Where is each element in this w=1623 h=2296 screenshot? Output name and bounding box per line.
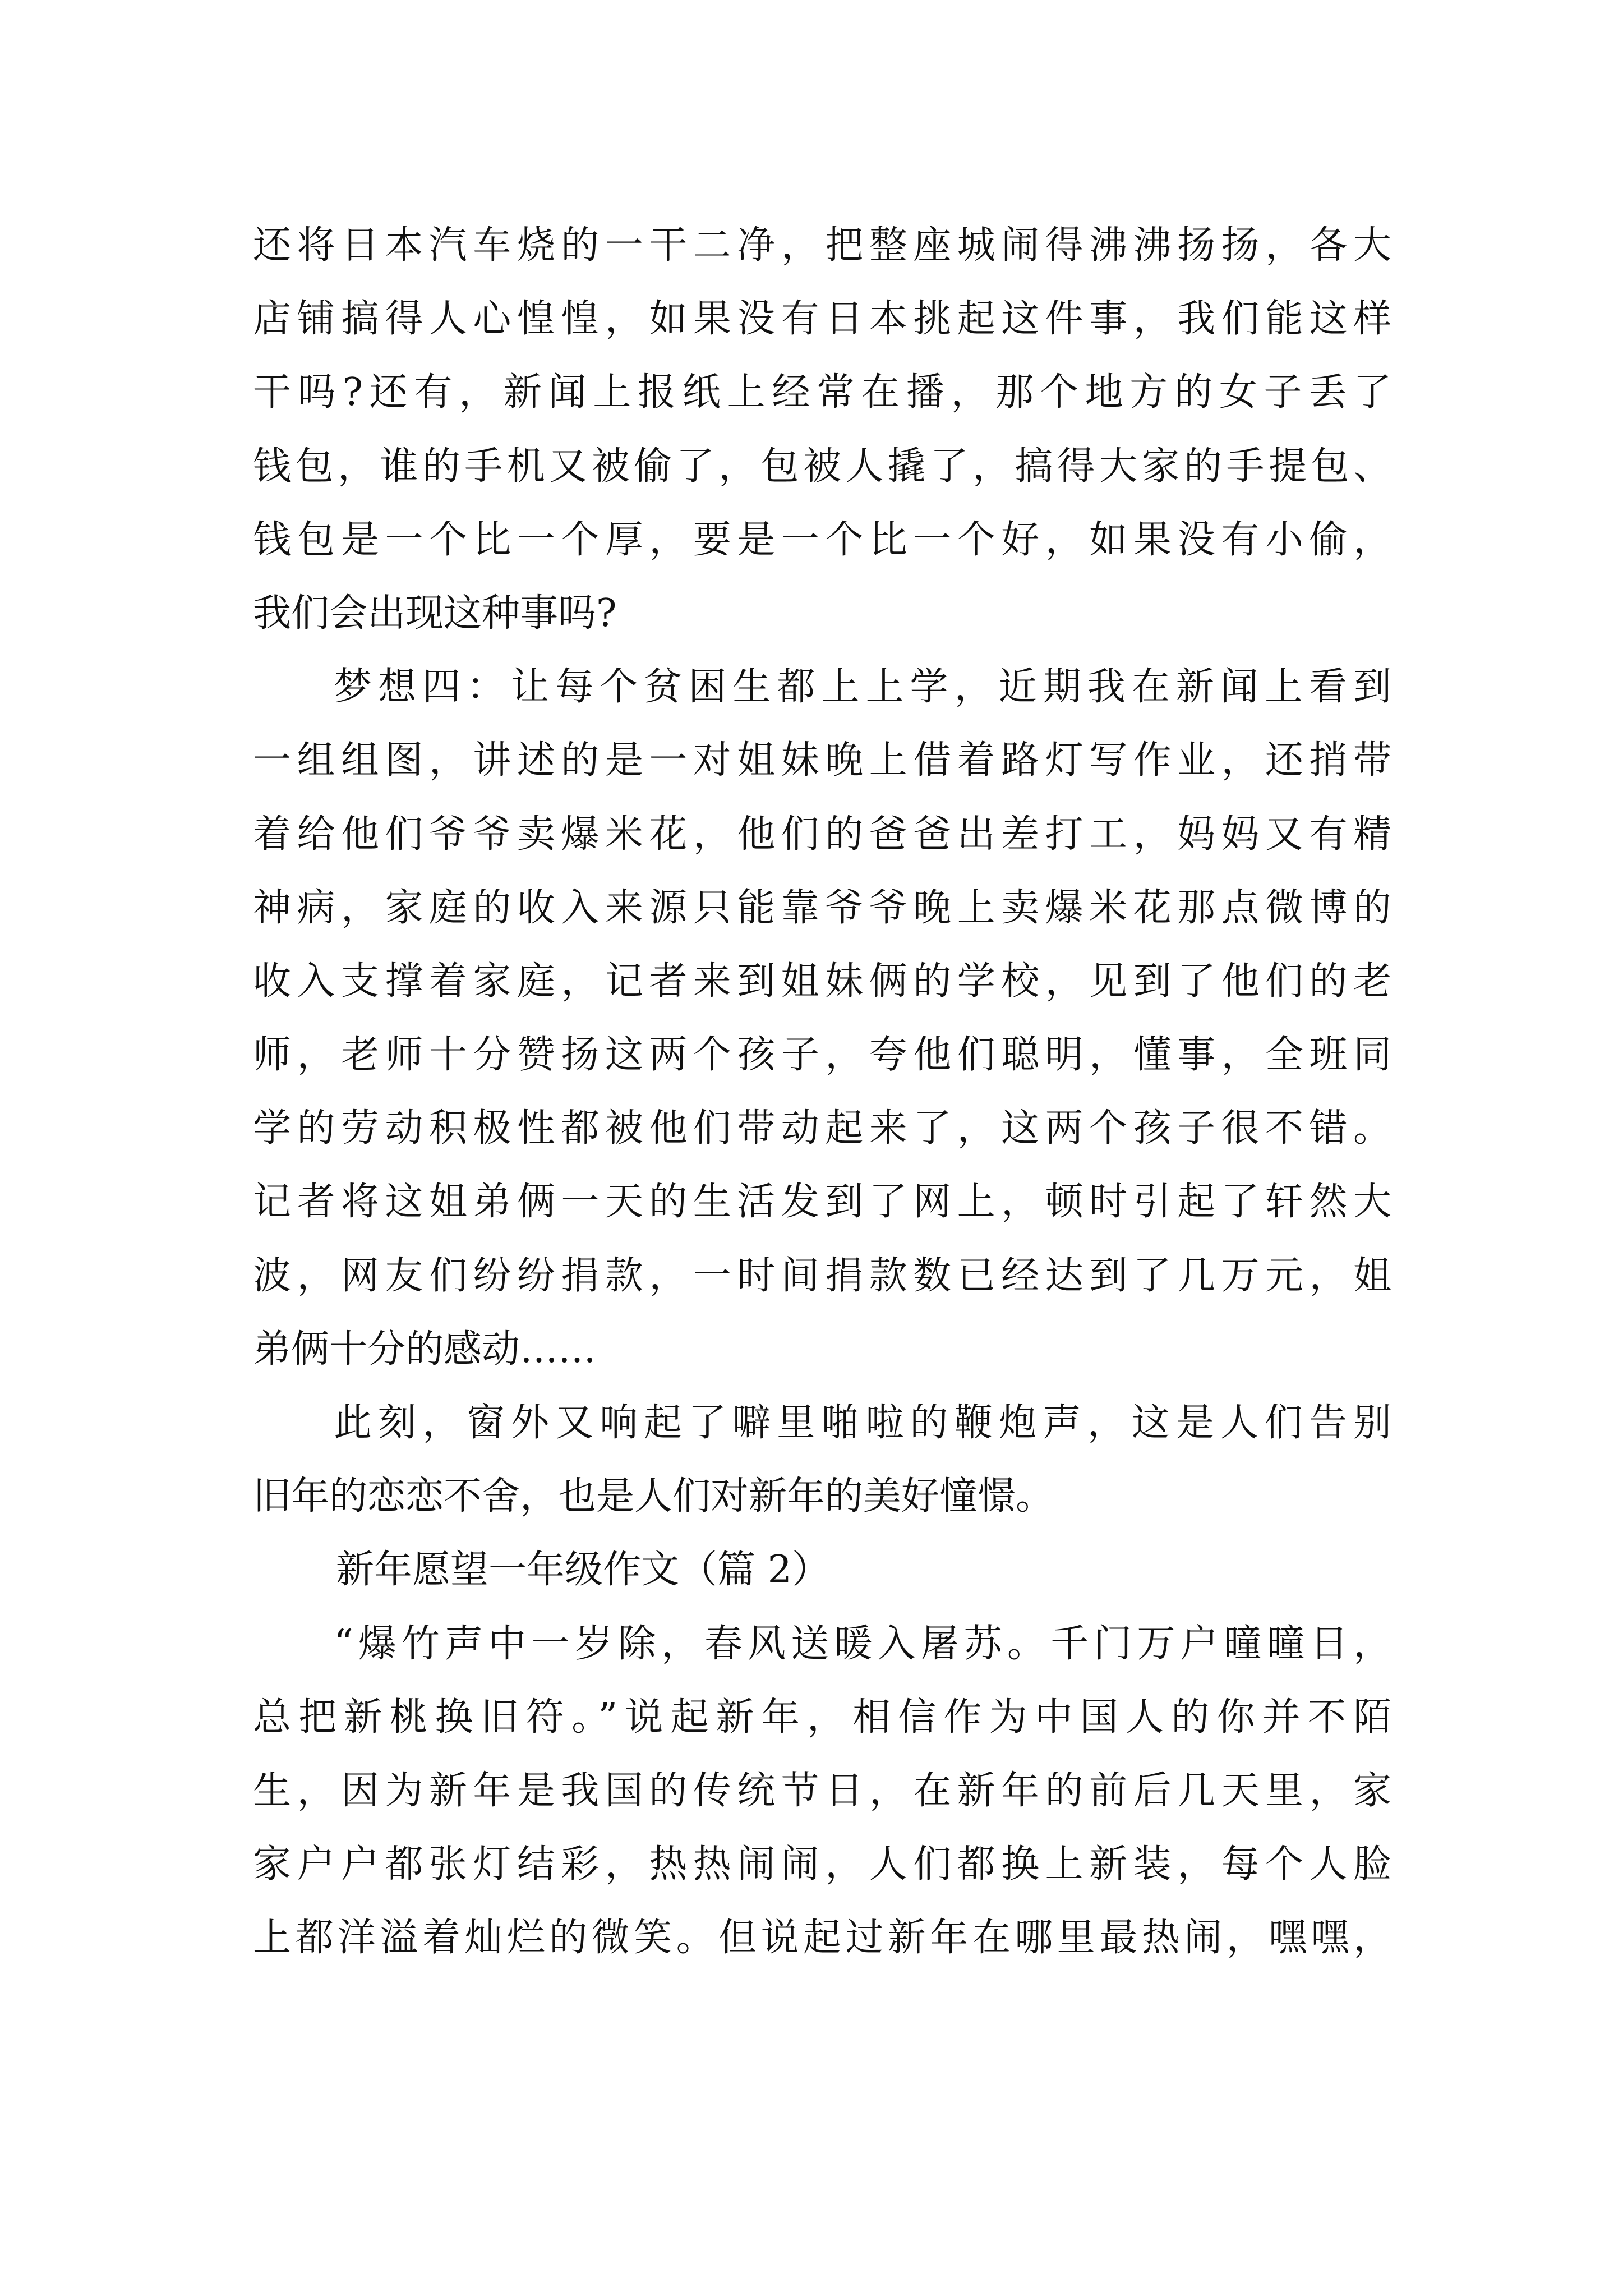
text-line: 着给他们爷爷卖爆米花，他们的爸爸出差打工，妈妈又有精 [253, 812, 1391, 857]
text-line: 家户户都张灯结彩，热热闹闹，人们都换上新装，每个人脸 [253, 1842, 1391, 1887]
text-line: 弟俩十分的感动…… [253, 1327, 597, 1372]
text-line: 记者将这姐弟俩一天的生活发到了网上，顿时引起了轩然大 [253, 1180, 1391, 1225]
text-line: 师，老师十分赞扬这两个孩子，夸他们聪明，懂事，全班同 [253, 1033, 1391, 1078]
text-line: 旧年的恋恋不舍，也是人们对新年的美好憧憬。 [253, 1474, 1054, 1519]
text-line: 店铺搞得人心惶惶，如果没有日本挑起这件事，我们能这样 [253, 297, 1391, 342]
text-line: 钱包是一个比一个厚，要是一个比一个好，如果没有小偷， [253, 517, 1391, 562]
text-line: 收入支撑着家庭，记者来到姐妹俩的学校，见到了他们的老 [253, 959, 1391, 1004]
text-line: 总把新桃换旧符。”说起新年，相信作为中国人的你并不陌 [253, 1695, 1391, 1740]
paragraph-start-line: 梦想四：让每个贫困生都上上学，近期我在新闻上看到 [334, 665, 1391, 710]
text-line: 上都洋溢着灿烂的微笑。但说起过新年在哪里最热闹，嘿嘿， [253, 1916, 1391, 1961]
text-line: 还将日本汽车烧的一干二净，把整座城闹得沸沸扬扬，各大 [253, 223, 1391, 268]
paragraph-start-line: 此刻，窗外又响起了噼里啪啦的鞭炮声，这是人们告别 [334, 1401, 1391, 1445]
text-line: 波，网友们纷纷捐款，一时间捐款数已经达到了几万元，姐 [253, 1253, 1391, 1298]
text-line: 一组组图，讲述的是一对姐妹晚上借着路灯写作业，还捎带 [253, 738, 1391, 783]
section-heading: 新年愿望一年级作文（篇 2） [336, 1548, 830, 1593]
text-line: 神病，家庭的收入来源只能靠爷爷晚上卖爆米花那点微博的 [253, 885, 1391, 930]
text-line: 钱包，谁的手机又被偷了，包被人撬了，搞得大家的手提包、 [253, 444, 1391, 489]
text-line: 我们会出现这种事吗? [253, 591, 617, 636]
text-line: 干吗?还有，新闻上报纸上经常在播，那个地方的女子丢了 [253, 370, 1391, 415]
paragraph-start-line: “爆竹声中一岁除，春风送暖入屠苏。千门万户曈曈日， [334, 1621, 1391, 1666]
text-line: 学的劳动积极性都被他们带动起来了，这两个孩子很不错。 [253, 1106, 1391, 1151]
body-text [253, 209, 1391, 1975]
text-line: 生，因为新年是我国的传统节日，在新年的前后几天里，家 [253, 1768, 1391, 1813]
